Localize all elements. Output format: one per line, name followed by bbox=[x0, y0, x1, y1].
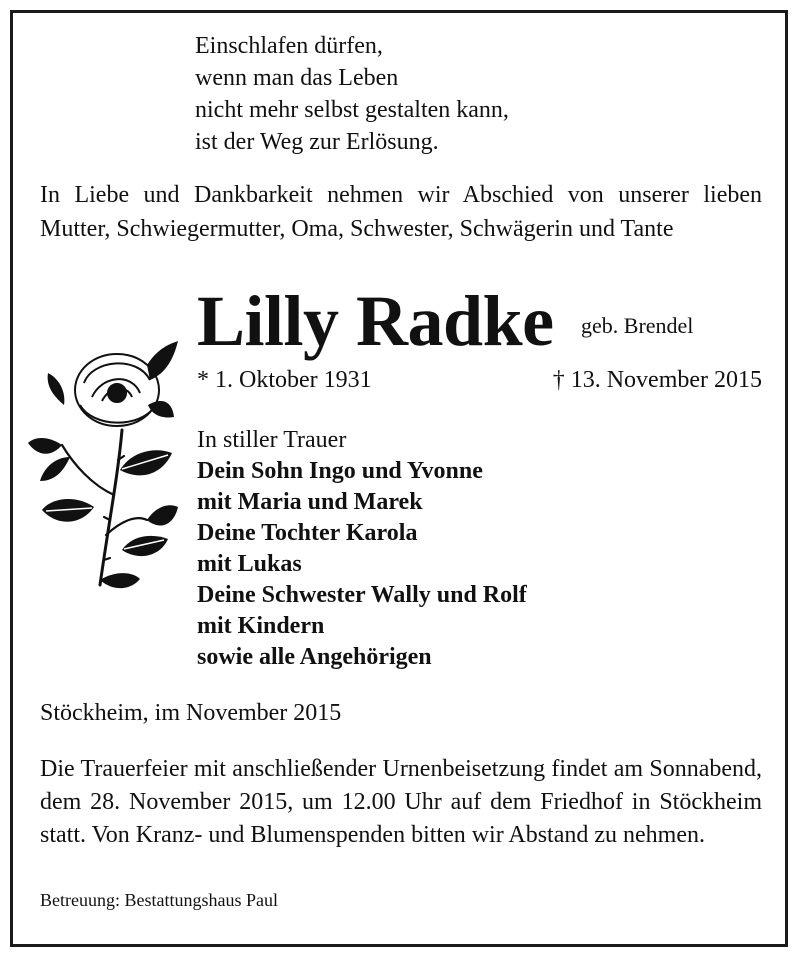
mourner-line: Deine Schwester Wally und Rolf bbox=[197, 582, 527, 608]
poem-line: Einschlafen dürfen, bbox=[195, 33, 383, 59]
poem-line: nicht mehr selbst gestalten kann, bbox=[195, 97, 509, 123]
intro-text: In Liebe und Dankbarkeit nehmen wir Abschied von unserer lieben Mutter, Schwiegermutter, Oma, Schwester, Schwägerin und Tante bbox=[40, 182, 762, 242]
poem-line: wenn man das Leben bbox=[195, 65, 399, 91]
rose-icon bbox=[22, 335, 182, 595]
maiden-name: geb. Brendel bbox=[581, 313, 694, 338]
death-date: † 13. November 2015 bbox=[552, 367, 762, 393]
deceased-name: Lilly Radke bbox=[197, 281, 554, 361]
mourner-line: sowie alle Angehörigen bbox=[197, 644, 432, 670]
mourner-line: mit Lukas bbox=[197, 551, 302, 577]
place-date: Stöckheim, im November 2015 bbox=[40, 700, 342, 726]
poem-line: ist der Weg zur Erlösung. bbox=[195, 129, 439, 155]
mourner-line: Deine Tochter Karola bbox=[197, 520, 418, 546]
mourners-list bbox=[197, 425, 527, 673]
funeral-notice: Die Trauerfeier mit anschließender Urnenbeisetzung findet am Sonnabend, dem 28. November 2015, um 12.00 Uhr auf dem Friedhof in Stöckheim statt. Von Kranz- und Blumenspenden bitten wir Abstand zu nehmen. bbox=[40, 756, 762, 848]
mourner-line: Dein Sohn Ingo und Yvonne bbox=[197, 458, 483, 484]
mourner-line: mit Kindern bbox=[197, 613, 325, 639]
poem bbox=[195, 30, 509, 158]
birth-date: * 1. Oktober 1931 bbox=[197, 367, 372, 393]
mourners-intro: In stiller Trauer bbox=[197, 427, 347, 453]
mourner-line: mit Maria und Marek bbox=[197, 489, 423, 515]
service-credit: Betreuung: Bestattungshaus Paul bbox=[40, 890, 278, 910]
